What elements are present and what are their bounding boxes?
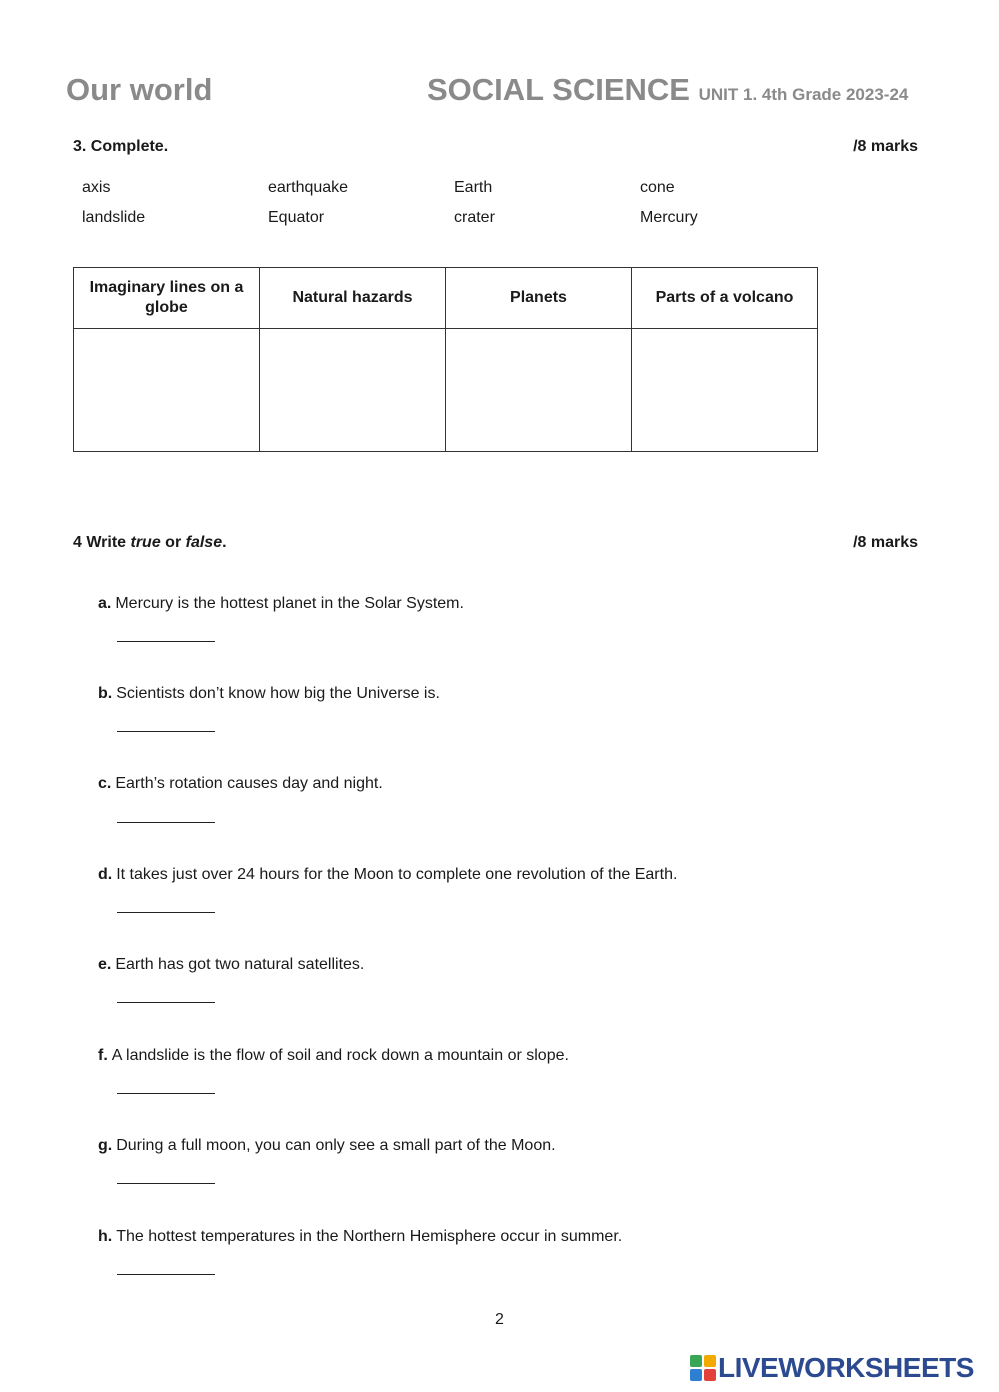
answer-blank-c[interactable]	[117, 822, 215, 823]
answer-cell-planets[interactable]	[446, 329, 632, 452]
exercise-4-title-end: .	[222, 534, 227, 551]
statement-letter: g.	[98, 1137, 113, 1154]
header-natural-hazards: Natural hazards	[260, 268, 446, 329]
statement-letter: f.	[98, 1047, 108, 1064]
answer-blank-e[interactable]	[117, 1002, 215, 1003]
word-true: true	[130, 534, 161, 551]
answer-cell-volcano-parts[interactable]	[632, 329, 818, 452]
answer-blank-b[interactable]	[117, 731, 215, 732]
word-bank-item: crater	[454, 209, 495, 226]
exercise-4-marks: /8 marks	[853, 534, 918, 551]
word-bank-item: Mercury	[640, 209, 698, 226]
subject-heading	[427, 72, 908, 108]
statement-g	[98, 1137, 556, 1155]
word-bank-item: earthquake	[268, 179, 349, 196]
statement-letter: d.	[98, 866, 113, 883]
logo-square	[690, 1355, 702, 1367]
statement-text: During a full moon, you can only see a small part of the Moon.	[116, 1137, 556, 1154]
exercise-4-title-or: or	[160, 534, 186, 551]
statement-letter: c.	[98, 775, 112, 792]
answer-blank-g[interactable]	[117, 1183, 215, 1184]
statement-d	[98, 866, 677, 884]
statement-text: Earth has got two natural satellites.	[115, 956, 365, 973]
logo-icon	[690, 1355, 716, 1381]
word-bank-item: cone	[640, 179, 675, 196]
statement-letter: a.	[98, 595, 112, 612]
word-bank-item: Earth	[454, 179, 493, 196]
statement-text: Scientists don’t know how big the Universe is.	[116, 685, 440, 702]
answer-blank-d[interactable]	[117, 912, 215, 913]
statement-b	[98, 685, 440, 703]
statement-text: It takes just over 24 hours for the Moon to complete one revolution of the Earth.	[116, 866, 678, 883]
statement-letter: h.	[98, 1228, 113, 1245]
word-bank-item: Equator	[268, 209, 325, 226]
header-imaginary-lines: Imaginary lines on a globe	[74, 268, 260, 329]
logo-square	[704, 1355, 716, 1367]
statement-h	[98, 1228, 622, 1246]
statement-e	[98, 956, 364, 974]
logo-square	[704, 1369, 716, 1381]
page-number: 2	[495, 1311, 504, 1328]
header-planets: Planets	[446, 268, 632, 329]
statement-letter: e.	[98, 956, 112, 973]
statement-a	[98, 595, 464, 613]
answer-row	[74, 329, 818, 452]
word-false: false	[185, 534, 223, 551]
statement-f	[98, 1047, 569, 1065]
statement-letter: b.	[98, 685, 113, 702]
exercise-3-marks: /8 marks	[853, 138, 918, 155]
exercise-4-title-start: 4 Write	[73, 534, 131, 551]
subject-name: SOCIAL SCIENCE	[427, 72, 690, 107]
answer-blank-h[interactable]	[117, 1274, 215, 1275]
unit-info: UNIT 1. 4th Grade 2023-24	[698, 85, 909, 104]
answer-cell-natural-hazards[interactable]	[260, 329, 446, 452]
exercise-3-title: 3. Complete.	[73, 138, 169, 155]
word-bank-item: axis	[82, 179, 111, 196]
statement-text: A landslide is the flow of soil and rock down a mountain or slope.	[111, 1047, 569, 1064]
statement-text: Earth’s rotation causes day and night.	[115, 775, 383, 792]
statement-text: The hottest temperatures in the Northern Hemisphere occur in summer.	[116, 1228, 623, 1245]
category-header-row	[74, 268, 818, 329]
logo-square	[690, 1369, 702, 1381]
page-title: Our world	[66, 72, 213, 107]
answer-blank-a[interactable]	[117, 641, 215, 642]
liveworksheets-logo[interactable]	[690, 1352, 974, 1384]
statement-c	[98, 775, 383, 793]
logo-text: LIVEWORKSHEETS	[718, 1352, 974, 1383]
answer-cell-imaginary-lines[interactable]	[74, 329, 260, 452]
answer-blank-f[interactable]	[117, 1093, 215, 1094]
exercise-4-title	[73, 534, 227, 552]
statement-text: Mercury is the hottest planet in the Solar System.	[115, 595, 464, 612]
category-table	[73, 267, 818, 452]
header-volcano-parts: Parts of a volcano	[632, 268, 818, 329]
word-bank-item: landslide	[82, 209, 146, 226]
